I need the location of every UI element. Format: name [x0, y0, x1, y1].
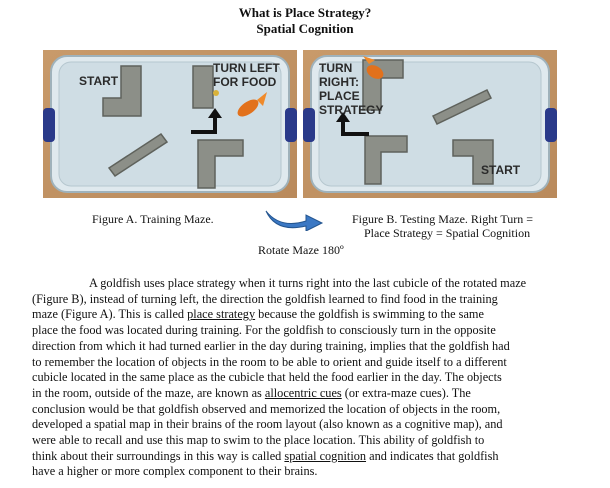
body-line: direction from which it had turned earlier in the day during training, implies that the goldfish had	[32, 338, 510, 353]
figure-a-caption: Figure A. Training Maze.	[92, 212, 214, 226]
body-line: (Figure B), instead of turning left, the direction the goldfish learned to find food in the training	[32, 291, 498, 306]
figure-b-caption-line1: Figure B. Testing Maze. Right Turn =	[352, 212, 534, 226]
page-subtitle: Spatial Cognition	[256, 21, 354, 36]
body-line: cubicle located in the same place as the cubicle that held the food earlier in the day. The objects	[32, 370, 502, 385]
rotate-arrow-icon	[262, 203, 332, 231]
body-line: in the room, outside of the maze, are known as allocentric cues (or extra-maze cues). The	[32, 385, 471, 400]
body-line: think about their surroundings in this way is called spatial cognition and indicates that goldfish	[32, 448, 499, 463]
body-line: place the food was located during training. For the goldfish to consciously turn in the opposite	[32, 323, 496, 338]
body-paragraph	[32, 276, 582, 480]
rotate-maze-label: Rotate Maze 180º	[258, 243, 344, 257]
body-line: developed a spatial map in their brains of the room layout (also known as a cognitive map), and	[32, 417, 503, 432]
allocentric-cues-term: allocentric cues	[264, 385, 342, 400]
body-line: maze (Figure A). This is called place strategy because the goldfish is swimming to the same	[32, 307, 484, 322]
figure-a-food-label-2: FOR FOOD	[213, 75, 277, 89]
page-title: What is Place Strategy?	[238, 5, 372, 20]
body-line: were able to recall and use this map to swim to the place location. This ability of goldfish to	[32, 433, 485, 448]
figure-a-start-label: START	[79, 74, 119, 88]
figure-b-turn-label-2: RIGHT:	[319, 75, 359, 89]
figure-b-photo	[303, 50, 557, 198]
body-line: conclusion would be that goldfish observed and memorized the location of objects in the room,	[32, 401, 501, 416]
body-line: A goldfish uses place strategy when it turns right into the last cubicle of the rotated maze	[89, 276, 527, 290]
body-line: have a higher or more complex component to their brains.	[32, 464, 318, 479]
spatial-cognition-term: spatial cognition	[284, 448, 367, 463]
figure-a-photo	[43, 50, 297, 198]
figure-b-caption-line2: Place Strategy = Spatial Cognition	[364, 226, 531, 240]
body-line: to remember the location of objects in the room to be able to orient and guide itself to a different	[32, 354, 507, 369]
figure-b-turn-label-1: TURN	[319, 61, 353, 75]
figure-b-turn-label-4: STRATEGY	[319, 103, 384, 117]
figure-a-food-label-1: TURN LEFT	[213, 61, 280, 75]
figure-b-turn-label-3: PLACE	[319, 89, 360, 103]
figure-b-start-label: START	[481, 163, 521, 177]
place-strategy-term: place strategy	[187, 307, 256, 322]
